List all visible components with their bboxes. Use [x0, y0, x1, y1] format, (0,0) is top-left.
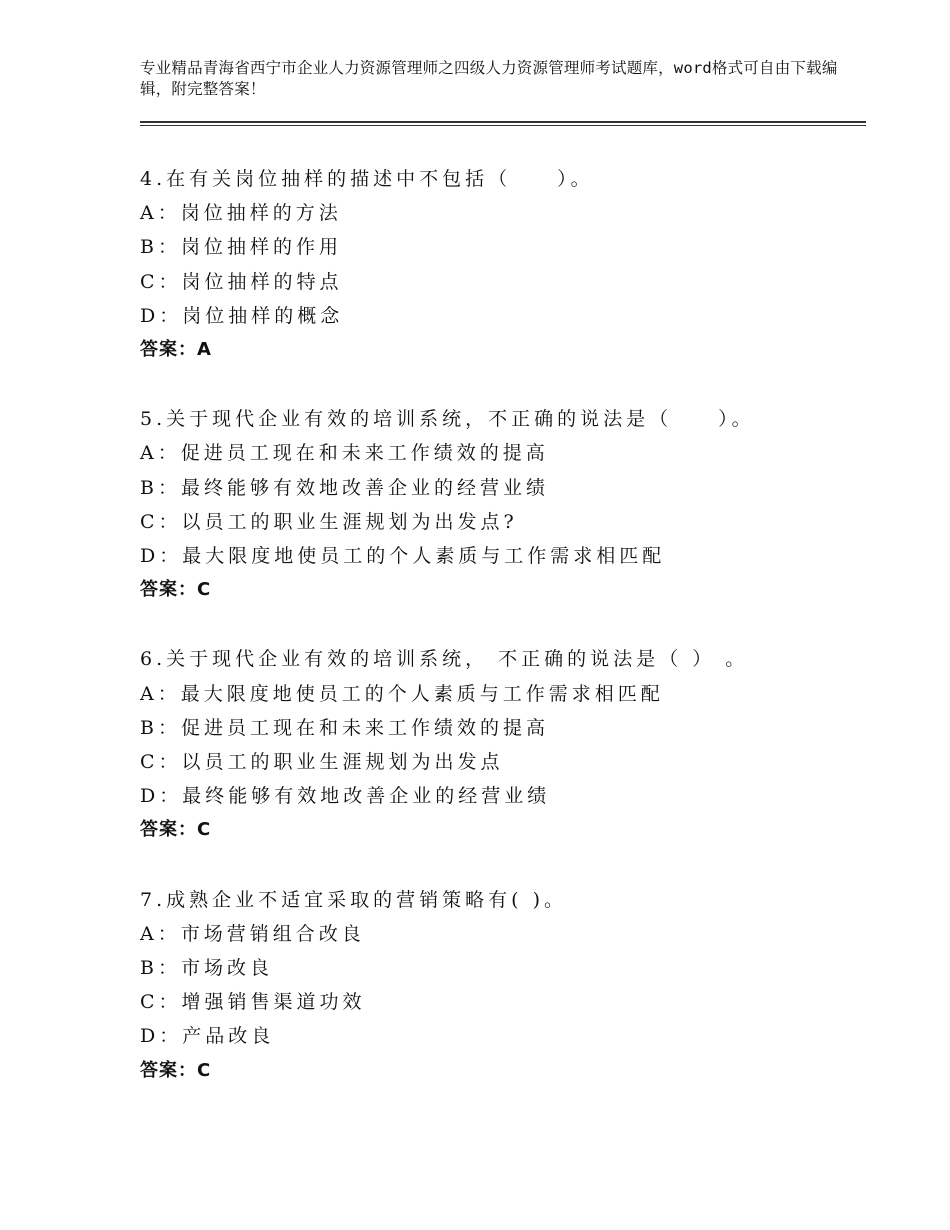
question-list [140, 162, 860, 1123]
option-b: B：市场改良 [140, 957, 273, 980]
option-d: D：产品改良 [140, 1025, 275, 1048]
option-b: B：岗位抽样的作用 [140, 236, 342, 259]
question-4 [140, 162, 860, 367]
option-a: A：促进员工现在和未来工作绩效的提高 [140, 442, 549, 465]
document-header [140, 58, 840, 100]
question-stem: 7.成熟企业不适宜采取的营销策略有( )。 [140, 888, 567, 911]
option-d: D：最大限度地使员工的个人素质与工作需求相匹配 [140, 545, 666, 568]
option-a: A：市场营销组合改良 [140, 922, 365, 945]
option-b: B：最终能够有效地改善企业的经营业绩 [140, 476, 549, 499]
question-stem: 5.关于现代企业有效的培训系统，不正确的说法是（ ）。 [140, 408, 755, 431]
question-5 [140, 402, 860, 607]
header-text: 专业精品青海省西宁市企业人力资源管理师之四级人力资源管理师考试题库，word格式可自由下载编辑，附完整答案！ [140, 59, 838, 98]
option-c: C：增强销售渠道功效 [140, 991, 366, 1014]
option-a: A：最大限度地使员工的个人素质与工作需求相匹配 [140, 682, 664, 705]
question-7 [140, 883, 860, 1088]
question-stem: 6.关于现代企业有效的培训系统， 不正确的说法是（ ） 。 [140, 648, 749, 671]
header-rule-thin [140, 125, 866, 126]
answer-label: 答案：C [140, 579, 212, 601]
answer-label: 答案：C [140, 819, 212, 841]
option-c: C：以员工的职业生涯规划为出发点? [140, 510, 518, 533]
question-stem: 4.在有关岗位抽样的描述中不包括（ ）。 [140, 168, 594, 190]
option-d: D：岗位抽样的概念 [140, 304, 344, 327]
header-rule-thick [140, 121, 866, 123]
option-c: C：以员工的职业生涯规划为出发点 [140, 751, 504, 774]
question-6 [140, 642, 860, 847]
option-c: C：岗位抽样的特点 [140, 270, 343, 293]
answer-label: 答案：C [140, 1059, 212, 1081]
option-a: A：岗位抽样的方法 [140, 202, 342, 225]
option-d: D：最终能够有效地改善企业的经营业绩 [140, 785, 551, 808]
answer-label: 答案：A [140, 339, 212, 361]
option-b: B：促进员工现在和未来工作绩效的提高 [140, 716, 549, 739]
